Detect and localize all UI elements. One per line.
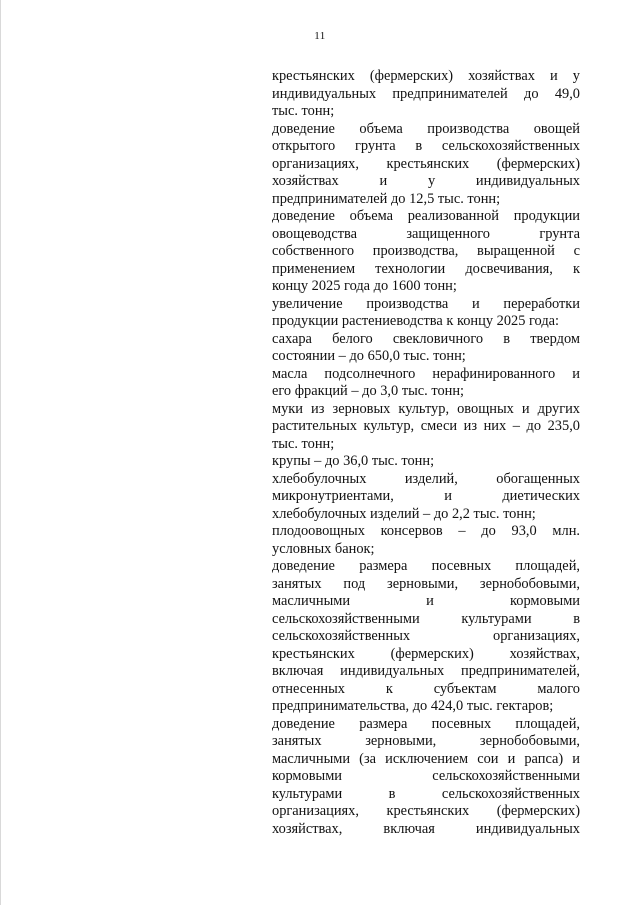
text-line: состоянии – до 650,0 тыс. тонн; [272, 348, 466, 364]
text-line: сельскохозяйственными культурами в [272, 610, 580, 627]
text-line: муки из зерновых культур, овощных и других [272, 400, 580, 417]
text-line: собственного производства, выращенной с [272, 243, 580, 259]
text-line: открытого грунта в сельскохозяйственных [272, 138, 580, 154]
text-line: организациях, крестьянских (фермерских) [272, 155, 580, 172]
text-line: организациях, крестьянских (фермерских) [272, 803, 580, 819]
text-line: предпринимательства, до 424,0 тыс. гектаров; [272, 698, 554, 714]
text-line: тыс. тонн; [272, 435, 335, 452]
body-paragraph [272, 68, 580, 838]
text-line: масла подсолнечного нерафинированного и [272, 365, 580, 382]
text-line: тыс. тонн; [272, 103, 335, 119]
text-line: занятых под зерновыми, зернобобовыми, [272, 575, 580, 592]
text-line: индивидуальных предпринимателей до 49,0 [272, 85, 580, 102]
text-line: увеличение производства и переработки [272, 295, 580, 312]
text-line: культурами в сельскохозяйственных [272, 785, 580, 802]
document-body [272, 68, 580, 838]
text-line: его фракций – до 3,0 тыс. тонн; [272, 383, 465, 399]
text-line: применением технологии досвечивания, к [272, 260, 580, 277]
text-line: растительных культур, смеси из них – до 235,0 [272, 418, 580, 434]
text-line: масличными (за исключением сои и рапса) и [272, 750, 580, 767]
text-line: предпринимателей до 12,5 тыс. тонн; [272, 190, 501, 207]
text-line: отнесенных к субъектам малого [272, 680, 580, 697]
text-line: сельскохозяйственных организациях, [272, 628, 580, 644]
text-line: плодоовощных консервов – до 93,0 млн. [272, 523, 580, 539]
text-line: продукции растениеводства к концу 2025 года: [272, 313, 560, 329]
text-line: овощеводства защищенного грунта [272, 225, 580, 242]
text-line: доведение объема реализованной продукции [272, 208, 580, 224]
text-line: доведение размера посевных площадей, [272, 715, 580, 732]
text-line: сахара белого свекловичного в твердом [272, 330, 580, 347]
text-line: концу 2025 года до 1600 тонн; [272, 278, 457, 294]
text-line: доведение объема производства овощей [272, 120, 580, 137]
text-line: крестьянских (фермерских) хозяйствах и у [272, 68, 580, 84]
text-line: хозяйствах и у индивидуальных [272, 173, 580, 189]
text-line: хозяйствах, включая индивидуальных [272, 820, 580, 837]
text-line: условных банок; [272, 540, 375, 557]
text-line: включая индивидуальных предпринимателей, [272, 663, 580, 679]
text-line: кормовыми сельскохозяйственными [272, 768, 580, 784]
text-line: доведение размера посевных площадей, [272, 558, 580, 574]
page-number: 11 [314, 30, 326, 42]
text-line: занятых зерновыми, зернобобовыми, [272, 733, 580, 749]
text-line: хлебобулочных изделий – до 2,2 тыс. тонн; [272, 505, 536, 522]
text-line: микронутриентами, и диетических [272, 488, 580, 504]
text-line: крупы – до 36,0 тыс. тонн; [272, 453, 435, 469]
text-line: масличными и кормовыми [272, 593, 580, 609]
text-line: хлебобулочных изделий, обогащенных [272, 470, 580, 487]
text-line: крестьянских (фермерских) хозяйствах, [272, 645, 580, 662]
scan-edge [0, 0, 1, 905]
